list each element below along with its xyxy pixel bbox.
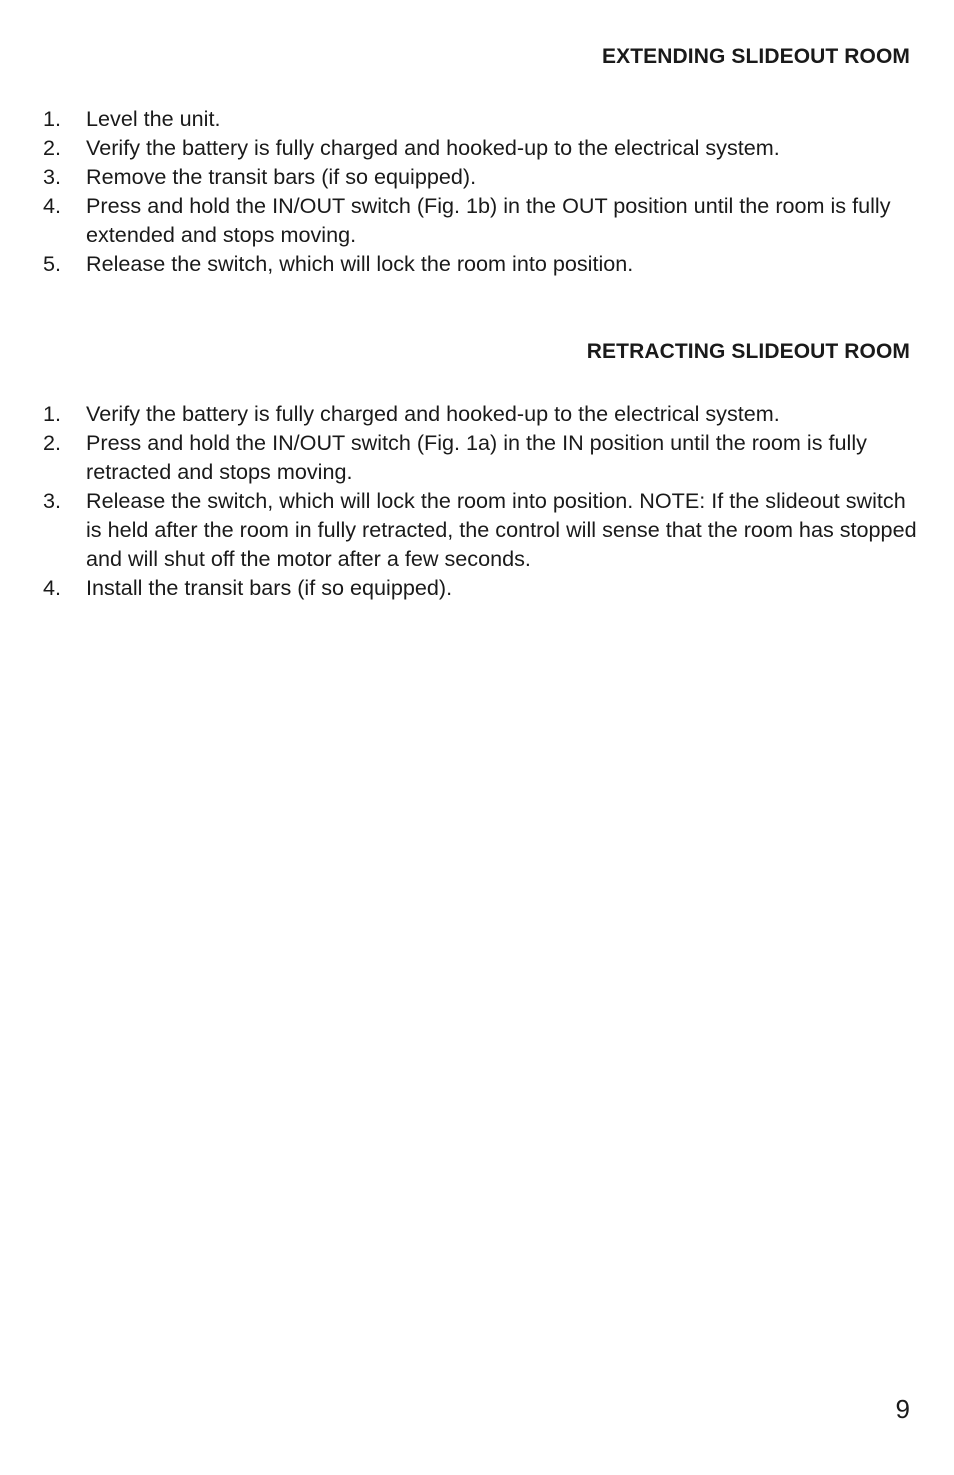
list-item <box>43 428 923 486</box>
retracting-steps-list <box>43 399 923 602</box>
list-item <box>43 191 923 249</box>
step-text: Verify the battery is fully charged and hooked-up to the electrical system. <box>86 135 780 160</box>
step-number: 3. <box>43 488 62 513</box>
step-number: 4. <box>43 575 62 600</box>
section-heading-extending: EXTENDING SLIDEOUT ROOM <box>602 45 910 68</box>
list-item <box>43 486 923 573</box>
step-text: Install the transit bars (if so equipped). <box>86 575 453 600</box>
step-number: 5. <box>43 251 62 276</box>
step-number: 1. <box>43 401 62 426</box>
step-text: Release the switch, which will lock the room into position. <box>86 251 634 276</box>
extending-steps-list <box>43 104 923 278</box>
list-item <box>43 104 923 133</box>
list-item <box>43 573 923 602</box>
step-text: Release the switch, which will lock the room into position. NOTE: If the slideout switch is held after the room in fully retracted, the control will sense that the room has stopped and will shut off the motor after a few seconds. <box>86 488 917 571</box>
step-number: 1. <box>43 106 62 131</box>
page-number: 9 <box>895 1394 910 1424</box>
step-text: Remove the transit bars (if so equipped). <box>86 164 477 189</box>
list-item <box>43 249 923 278</box>
step-text: Verify the battery is fully charged and hooked-up to the electrical system. <box>86 401 780 426</box>
step-text: Level the unit. <box>86 106 221 131</box>
step-number: 2. <box>43 135 62 160</box>
list-item <box>43 162 923 191</box>
list-item <box>43 399 923 428</box>
section-heading-retracting: RETRACTING SLIDEOUT ROOM <box>586 340 910 363</box>
step-text: Press and hold the IN/OUT switch (Fig. 1a) in the IN position until the room is fully retracted and stops moving. <box>86 430 867 484</box>
step-number: 3. <box>43 164 62 189</box>
step-number: 2. <box>43 430 62 455</box>
step-number: 4. <box>43 193 62 218</box>
step-text: Press and hold the IN/OUT switch (Fig. 1b) in the OUT position until the room is fully extended and stops moving. <box>86 193 891 247</box>
list-item <box>43 133 923 162</box>
